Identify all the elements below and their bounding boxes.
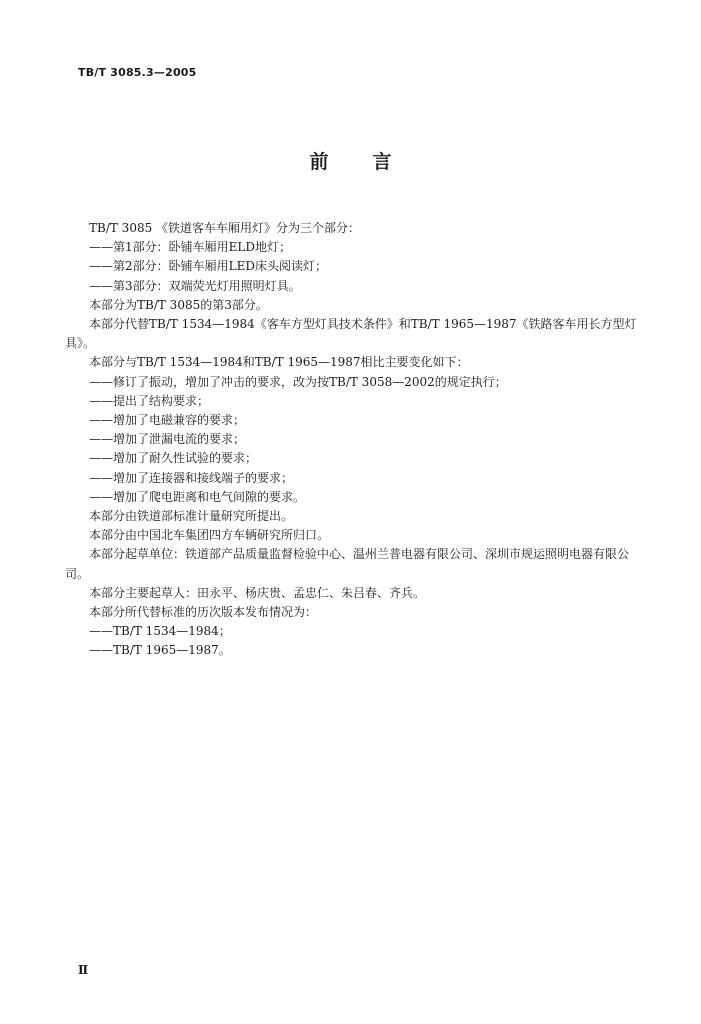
paragraph: 本部分主要起草人：田永平、杨庆贵、孟忠仁、朱吕春、齐兵。	[89, 585, 426, 600]
paragraph: 本部分为TB/T 3085的第3部分。	[89, 297, 268, 312]
list-item: ——增加了爬电距离和电气间隙的要求。	[89, 489, 306, 504]
list-item: ——增加了连接器和接线端子的要求；	[89, 470, 294, 485]
list-item: ——增加了电磁兼容的要求；	[89, 413, 246, 428]
paragraph: 本部分所代替标准的历次版本发布情况为：	[89, 605, 318, 620]
foreword-body	[65, 219, 645, 661]
list-item: ——TB/T 1534—1984；	[89, 624, 231, 639]
list-item: ——增加了耐久性试验的要求；	[89, 451, 258, 466]
list-item: ——提出了结构要求；	[89, 393, 210, 408]
list-item: ——第1部分：卧铺车厢用ELD地灯；	[89, 240, 291, 255]
paragraph: TB/T 3085 《铁道客车车厢用灯》分为三个部分：	[89, 221, 361, 235]
page-number: Ⅱ	[78, 963, 89, 977]
list-item: ——增加了泄漏电流的要求；	[89, 432, 246, 447]
paragraph: 本部分与TB/T 1534—1984和TB/T 1965—1987相比主要变化如下：	[89, 355, 469, 370]
paragraph: 本部分代替TB/T 1534—1984《客车方型灯具技术条件》和TB/T 1965—1987《铁路客车用长方型灯具》。	[65, 317, 637, 351]
paragraph: 本部分由铁道部标准计量研究所提出。	[89, 509, 294, 524]
list-item: ——TB/T 1965—1987。	[89, 643, 231, 658]
paragraph: 本部分由中国北车集团四方车辆研究所归口。	[89, 528, 330, 543]
page-title: 前言	[309, 151, 436, 173]
list-item: ——第3部分：双端荧光灯用照明灯具。	[89, 278, 301, 293]
list-item: ——第2部分：卧铺车厢用LED床头阅读灯；	[89, 259, 327, 274]
standard-code: TB/T 3085.3—2005	[78, 66, 197, 79]
paragraph: 本部分起草单位：铁道部产品质量监督检验中心、温州兰普电器有限公司、深圳市规运照明电器有限公司。	[65, 547, 630, 581]
list-item: ——修订了振动，增加了冲击的要求，改为按TB/T 3058—2002的规定执行；	[89, 374, 507, 389]
